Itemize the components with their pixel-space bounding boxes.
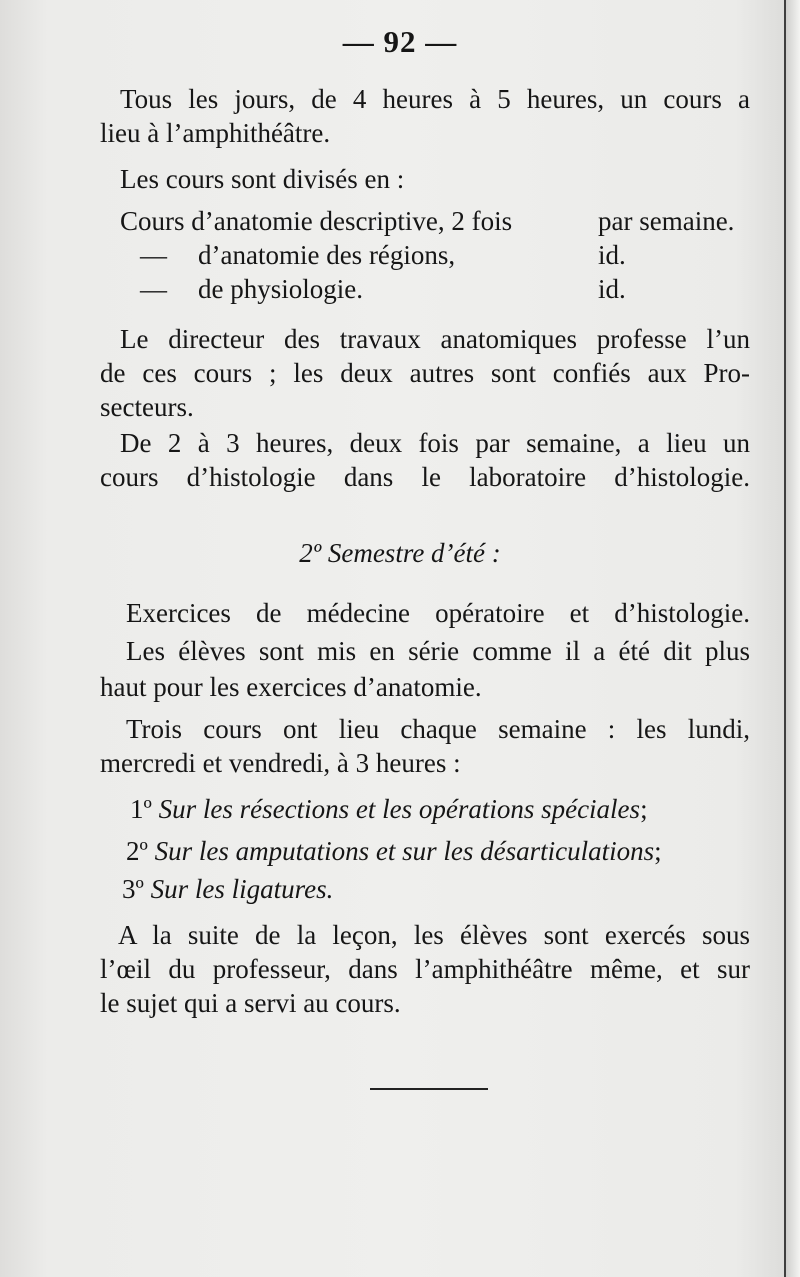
section-heading: 2º Semestre d’été : <box>299 538 501 568</box>
list-item <box>122 874 333 905</box>
course-line: Cours d’anatomie descriptive, 2 fois <box>120 206 513 236</box>
page-edge-line <box>784 0 786 1277</box>
paragraph-line: mercredi et vendredi, à 3 heures : <box>100 748 461 778</box>
paragraph-line: Les élèves sont mis en série comme il a été dit plus <box>126 636 750 666</box>
dash-mark: — <box>140 274 167 304</box>
paragraph-line: cours d’histologie dans le laboratoire d’histologie. <box>100 462 750 492</box>
paragraph-line: Exercices de médecine opératoire et d’histologie. <box>126 598 750 628</box>
course-frequency: id. <box>598 240 626 270</box>
page-number: — 92 — <box>342 24 458 59</box>
paragraph-line: Les cours sont divisés en : <box>120 164 405 194</box>
list-punctuation: ; <box>654 836 662 866</box>
end-rule <box>370 1088 488 1090</box>
course-frequency: par semaine. <box>598 206 735 236</box>
course-line: de physiologie. <box>198 274 363 304</box>
paragraph-line: le sujet qui a servi au cours. <box>100 988 401 1018</box>
paragraph-line: A la suite de la leçon, les élèves sont exercés sous <box>118 920 750 950</box>
paragraph-line: De 2 à 3 heures, deux fois par semaine, a lieu un <box>120 428 750 458</box>
page-edge <box>786 0 800 1277</box>
paragraph-line: secteurs. <box>100 392 194 422</box>
course-line: d’anatomie des régions, <box>198 240 456 270</box>
course-frequency: id. <box>598 274 626 304</box>
paragraph-line: de ces cours ; les deux autres sont confiés aux Pro- <box>100 358 750 388</box>
list-text: Sur les amputations et sur les désarticulations <box>154 836 655 866</box>
paragraph-line: haut pour les exercices d’anatomie. <box>100 672 482 702</box>
list-item <box>126 836 662 867</box>
list-punctuation: ; <box>640 794 648 824</box>
list-number: 2º <box>126 836 148 866</box>
list-number: 3º <box>122 874 144 904</box>
paragraph-line: l’œil du professeur, dans l’amphithéâtre même, et sur <box>100 954 750 984</box>
list-number: 1º <box>130 794 152 824</box>
paragraph-line: Le directeur des travaux anatomiques professe l’un <box>120 324 750 354</box>
list-text: Sur les résections et les opérations spéciales <box>158 794 641 824</box>
paragraph-line: Trois cours ont lieu chaque semaine : les lundi, <box>126 714 750 744</box>
dash-mark: — <box>140 240 167 270</box>
paragraph-line: Tous les jours, de 4 heures à 5 heures, un cours a <box>120 84 750 114</box>
list-text: Sur les ligatures. <box>150 874 334 904</box>
paragraph-line: lieu à l’amphithéâtre. <box>100 118 331 148</box>
list-item <box>130 794 648 825</box>
